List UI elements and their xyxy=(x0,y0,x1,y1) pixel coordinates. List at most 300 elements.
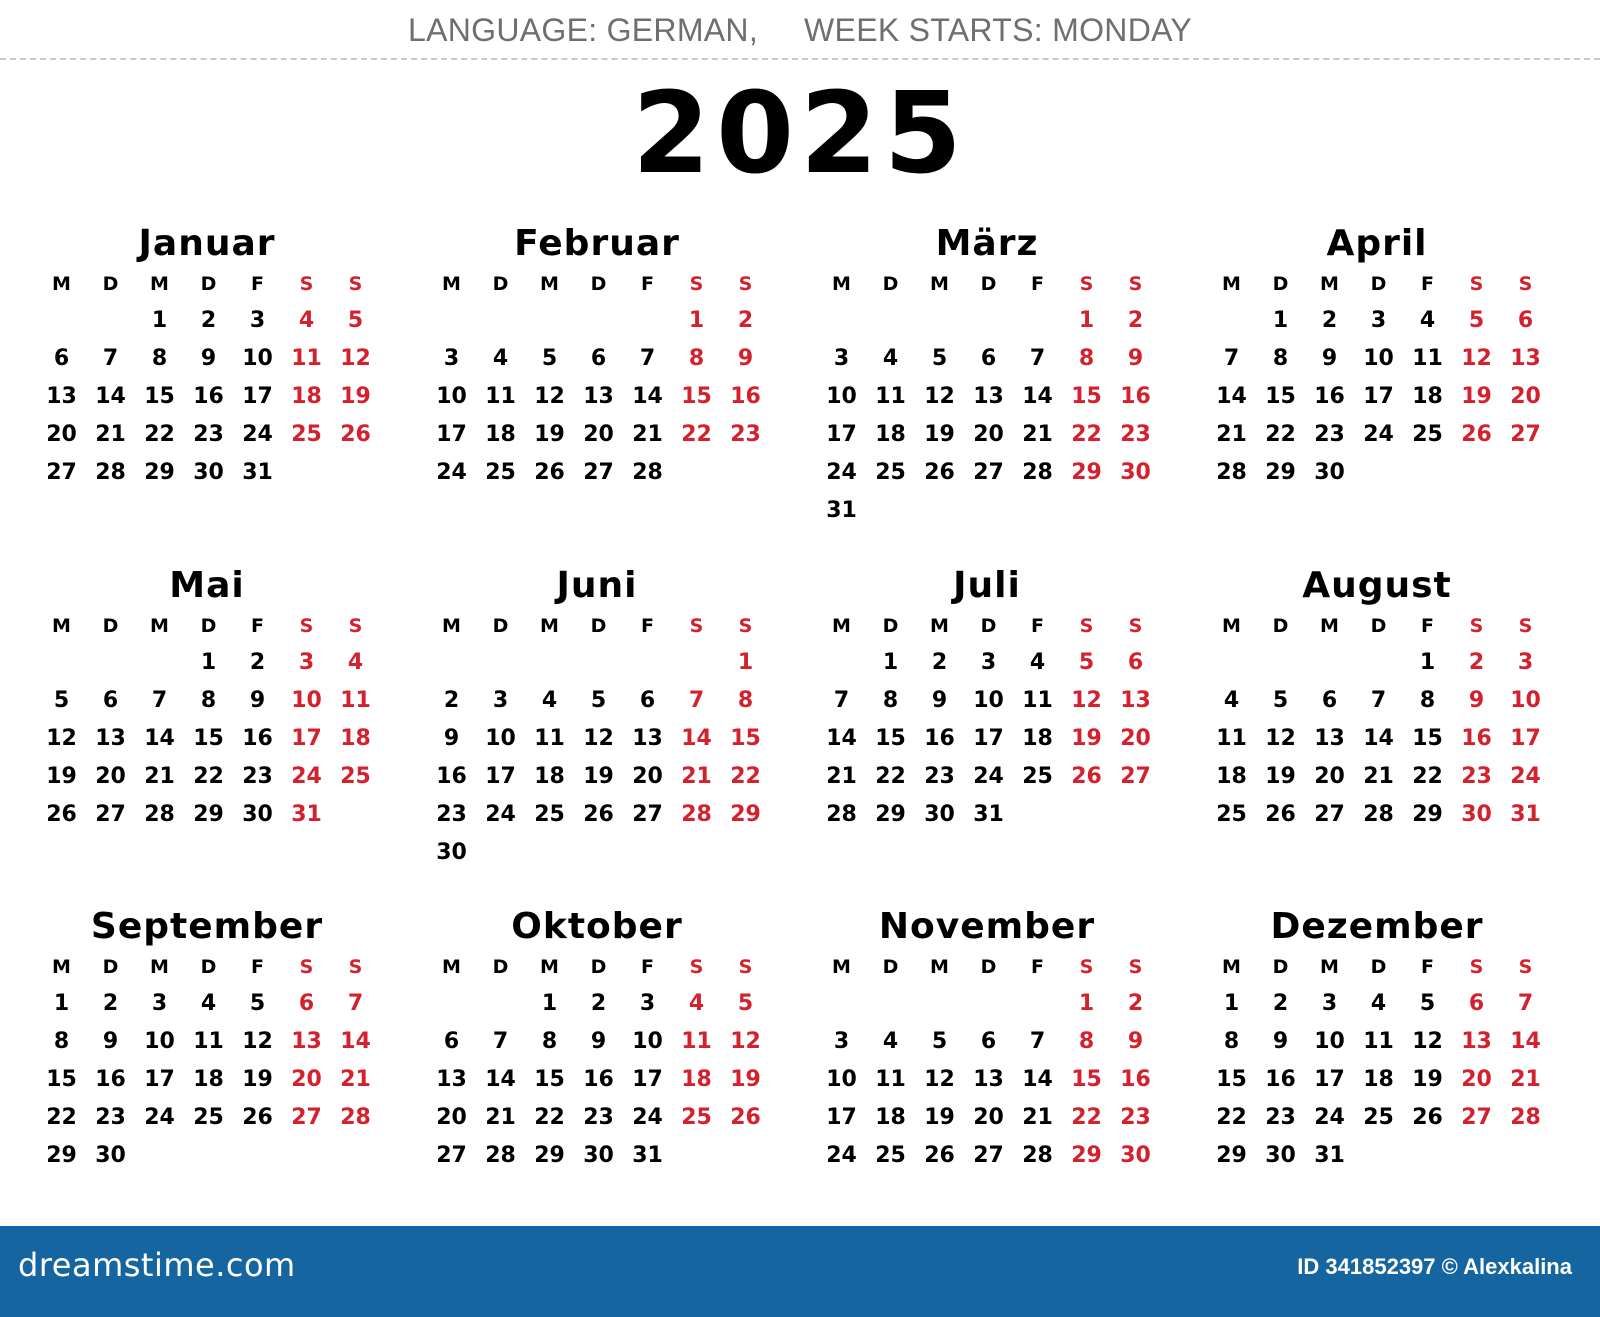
weekday-header: D xyxy=(1370,273,1387,295)
day-cell: 13 xyxy=(1461,1029,1492,1054)
week-start-label: WEEK STARTS: MONDAY xyxy=(804,12,1193,48)
weekday-header: M xyxy=(540,956,559,978)
weekday-header: S xyxy=(689,273,704,295)
day-cell: 5 xyxy=(249,991,266,1016)
weekday-header: F xyxy=(1031,615,1044,637)
day-cell: 9 xyxy=(1127,1029,1144,1054)
day-cell: 4 xyxy=(492,346,509,371)
day-cell: 8 xyxy=(1078,1029,1095,1054)
day-cell: 16 xyxy=(95,1067,126,1092)
day-cell: 10 xyxy=(242,346,273,371)
day-cell: 16 xyxy=(924,726,955,751)
day-cell: 21 xyxy=(1022,1105,1053,1130)
day-cell: 22 xyxy=(1265,422,1296,447)
day-cell: 17 xyxy=(632,1067,663,1092)
day-cell: 8 xyxy=(53,1029,70,1054)
weekday-header: D xyxy=(1370,615,1387,637)
weekday-header: S xyxy=(1128,615,1143,637)
day-cell: 20 xyxy=(291,1067,322,1092)
day-cell: 10 xyxy=(826,384,857,409)
month-august xyxy=(1207,564,1547,884)
day-cell: 4 xyxy=(1223,688,1240,713)
day-cell: 1 xyxy=(688,308,705,333)
weekday-header: D xyxy=(492,273,509,295)
day-cell: 17 xyxy=(1314,1067,1345,1092)
day-cell: 7 xyxy=(347,991,364,1016)
day-cell: 29 xyxy=(1071,460,1102,485)
weekday-header: D xyxy=(1370,956,1387,978)
day-cell: 27 xyxy=(583,460,614,485)
day-cell: 1 xyxy=(737,650,754,675)
day-cell: 4 xyxy=(541,688,558,713)
day-cell: 28 xyxy=(826,802,857,827)
day-cell: 13 xyxy=(291,1029,322,1054)
day-cell: 14 xyxy=(1022,384,1053,409)
day-cell: 16 xyxy=(193,384,224,409)
day-cell: 18 xyxy=(485,422,516,447)
day-cell: 27 xyxy=(46,460,77,485)
day-cell: 2 xyxy=(102,991,119,1016)
day-cell: 21 xyxy=(340,1067,371,1092)
day-cell: 2 xyxy=(1321,308,1338,333)
day-cell: 18 xyxy=(681,1067,712,1092)
day-cell: 12 xyxy=(46,726,77,751)
weekday-header: F xyxy=(1421,956,1434,978)
day-cell: 24 xyxy=(242,422,273,447)
day-cell: 18 xyxy=(875,1105,906,1130)
day-cell: 9 xyxy=(1272,1029,1289,1054)
weekday-header: S xyxy=(1079,956,1094,978)
day-cell: 14 xyxy=(826,726,857,751)
day-cell: 18 xyxy=(1216,764,1247,789)
day-cell: 17 xyxy=(973,726,1004,751)
month-name: Dezember xyxy=(1270,906,1484,947)
weekday-header: S xyxy=(348,956,363,978)
day-cell: 8 xyxy=(1223,1029,1240,1054)
day-cell: 21 xyxy=(485,1105,516,1130)
day-cell: 24 xyxy=(291,764,322,789)
day-cell: 25 xyxy=(875,460,906,485)
day-cell: 1 xyxy=(541,991,558,1016)
day-cell: 7 xyxy=(151,688,168,713)
day-cell: 20 xyxy=(1461,1067,1492,1092)
day-cell: 15 xyxy=(193,726,224,751)
weekday-header: S xyxy=(299,615,314,637)
day-cell: 5 xyxy=(931,346,948,371)
day-cell: 14 xyxy=(1216,384,1247,409)
day-cell: 20 xyxy=(46,422,77,447)
day-cell: 19 xyxy=(340,384,371,409)
day-cell: 7 xyxy=(1223,346,1240,371)
weekday-header: F xyxy=(251,615,264,637)
day-cell: 2 xyxy=(931,650,948,675)
month-name: Mai xyxy=(169,565,245,606)
day-cell: 23 xyxy=(730,422,761,447)
day-cell: 5 xyxy=(931,1029,948,1054)
day-cell: 25 xyxy=(1216,802,1247,827)
day-cell: 26 xyxy=(1071,764,1102,789)
day-cell: 21 xyxy=(1363,764,1394,789)
day-cell: 13 xyxy=(583,384,614,409)
day-cell: 9 xyxy=(1127,346,1144,371)
day-cell: 12 xyxy=(924,384,955,409)
weekday-header: M xyxy=(1320,956,1339,978)
day-cell: 9 xyxy=(931,688,948,713)
weekday-header: M xyxy=(832,273,851,295)
day-cell: 23 xyxy=(436,802,467,827)
weekday-header: S xyxy=(689,615,704,637)
day-cell: 3 xyxy=(249,308,266,333)
weekday-header: D xyxy=(882,615,899,637)
day-cell: 22 xyxy=(144,422,175,447)
day-cell: 12 xyxy=(1071,688,1102,713)
weekday-header: M xyxy=(52,956,71,978)
day-cell: 9 xyxy=(443,726,460,751)
day-cell: 26 xyxy=(583,802,614,827)
day-cell: 10 xyxy=(144,1029,175,1054)
day-cell: 26 xyxy=(1461,422,1492,447)
day-cell: 8 xyxy=(541,1029,558,1054)
day-cell: 7 xyxy=(833,688,850,713)
month-name: Juni xyxy=(556,565,638,606)
day-cell: 27 xyxy=(1461,1105,1492,1130)
day-cell: 27 xyxy=(436,1143,467,1168)
month-name: Oktober xyxy=(511,906,683,947)
day-cell: 26 xyxy=(730,1105,761,1130)
day-cell: 11 xyxy=(1363,1029,1394,1054)
day-cell: 27 xyxy=(95,802,126,827)
day-cell: 20 xyxy=(632,764,663,789)
day-cell: 24 xyxy=(826,460,857,485)
day-cell: 28 xyxy=(1216,460,1247,485)
weekday-header: F xyxy=(641,273,654,295)
day-cell: 8 xyxy=(737,688,754,713)
day-cell: 11 xyxy=(1216,726,1247,751)
day-cell: 5 xyxy=(737,991,754,1016)
weekday-header: S xyxy=(1469,615,1484,637)
month-name: August xyxy=(1302,565,1452,606)
day-cell: 1 xyxy=(882,650,899,675)
month-märz xyxy=(817,222,1157,542)
month-name: April xyxy=(1326,223,1428,264)
day-cell: 2 xyxy=(1127,991,1144,1016)
day-cell: 5 xyxy=(590,688,607,713)
day-cell: 11 xyxy=(1412,346,1443,371)
weekday-header: D xyxy=(492,615,509,637)
day-cell: 3 xyxy=(833,1029,850,1054)
day-cell: 19 xyxy=(1461,384,1492,409)
day-cell: 6 xyxy=(980,1029,997,1054)
day-cell: 26 xyxy=(1265,802,1296,827)
day-cell: 20 xyxy=(583,422,614,447)
day-cell: 11 xyxy=(1022,688,1053,713)
day-cell: 3 xyxy=(639,991,656,1016)
day-cell: 6 xyxy=(980,346,997,371)
day-cell: 10 xyxy=(436,384,467,409)
day-cell: 26 xyxy=(534,460,565,485)
weekday-header: M xyxy=(150,273,169,295)
weekday-header: S xyxy=(1079,615,1094,637)
day-cell: 24 xyxy=(485,802,516,827)
day-cell: 21 xyxy=(681,764,712,789)
day-cell: 16 xyxy=(436,764,467,789)
month-februar xyxy=(427,222,767,542)
day-cell: 19 xyxy=(1071,726,1102,751)
day-cell: 13 xyxy=(632,726,663,751)
day-cell: 28 xyxy=(144,802,175,827)
day-cell: 15 xyxy=(730,726,761,751)
day-cell: 21 xyxy=(1022,422,1053,447)
day-cell: 5 xyxy=(1419,991,1436,1016)
day-cell: 14 xyxy=(485,1067,516,1092)
day-cell: 10 xyxy=(485,726,516,751)
weekday-header: M xyxy=(442,615,461,637)
weekday-header: F xyxy=(1031,273,1044,295)
day-cell: 2 xyxy=(737,308,754,333)
day-cell: 5 xyxy=(347,308,364,333)
day-cell: 17 xyxy=(485,764,516,789)
day-cell: 24 xyxy=(826,1143,857,1168)
weekday-header: S xyxy=(1518,273,1533,295)
month-name: November xyxy=(878,906,1096,947)
day-cell: 29 xyxy=(730,802,761,827)
day-cell: 19 xyxy=(924,422,955,447)
weekday-header: M xyxy=(150,956,169,978)
day-cell: 14 xyxy=(340,1029,371,1054)
day-cell: 28 xyxy=(340,1105,371,1130)
month-dezember xyxy=(1207,905,1547,1225)
weekday-header: M xyxy=(930,273,949,295)
day-cell: 29 xyxy=(144,460,175,485)
day-cell: 22 xyxy=(730,764,761,789)
day-cell: 15 xyxy=(875,726,906,751)
day-cell: 29 xyxy=(534,1143,565,1168)
day-cell: 16 xyxy=(730,384,761,409)
day-cell: 6 xyxy=(1468,991,1485,1016)
day-cell: 8 xyxy=(1272,346,1289,371)
day-cell: 11 xyxy=(485,384,516,409)
day-cell: 23 xyxy=(1120,422,1151,447)
day-cell: 19 xyxy=(1265,764,1296,789)
day-cell: 18 xyxy=(193,1067,224,1092)
day-cell: 3 xyxy=(298,650,315,675)
day-cell: 9 xyxy=(590,1029,607,1054)
day-cell: 4 xyxy=(882,346,899,371)
day-cell: 27 xyxy=(1510,422,1541,447)
day-cell: 6 xyxy=(590,346,607,371)
day-cell: 3 xyxy=(1321,991,1338,1016)
day-cell: 24 xyxy=(144,1105,175,1130)
day-cell: 31 xyxy=(1510,802,1541,827)
day-cell: 11 xyxy=(193,1029,224,1054)
day-cell: 7 xyxy=(639,346,656,371)
day-cell: 24 xyxy=(1314,1105,1345,1130)
day-cell: 24 xyxy=(1510,764,1541,789)
day-cell: 5 xyxy=(1468,308,1485,333)
weekday-header: F xyxy=(251,273,264,295)
day-cell: 22 xyxy=(681,422,712,447)
day-cell: 31 xyxy=(1314,1143,1345,1168)
day-cell: 2 xyxy=(1468,650,1485,675)
month-name: Januar xyxy=(138,223,276,264)
weekday-header: S xyxy=(299,273,314,295)
day-cell: 22 xyxy=(46,1105,77,1130)
weekday-header: D xyxy=(102,615,119,637)
day-cell: 4 xyxy=(1419,308,1436,333)
weekday-header: D xyxy=(590,273,607,295)
weekday-header: S xyxy=(299,956,314,978)
day-cell: 2 xyxy=(443,688,460,713)
day-cell: 28 xyxy=(1022,460,1053,485)
day-cell: 26 xyxy=(1412,1105,1443,1130)
day-cell: 1 xyxy=(1078,991,1095,1016)
day-cell: 10 xyxy=(632,1029,663,1054)
day-cell: 3 xyxy=(443,346,460,371)
day-cell: 5 xyxy=(1078,650,1095,675)
day-cell: 6 xyxy=(53,346,70,371)
day-cell: 25 xyxy=(534,802,565,827)
day-cell: 19 xyxy=(534,422,565,447)
day-cell: 23 xyxy=(1461,764,1492,789)
day-cell: 12 xyxy=(1461,346,1492,371)
day-cell: 20 xyxy=(1510,384,1541,409)
weekday-header: M xyxy=(150,615,169,637)
weekday-header: M xyxy=(540,273,559,295)
month-name: Februar xyxy=(514,223,680,264)
day-cell: 30 xyxy=(1461,802,1492,827)
day-cell: 30 xyxy=(924,802,955,827)
day-cell: 30 xyxy=(436,840,467,865)
day-cell: 21 xyxy=(95,422,126,447)
weekday-header: M xyxy=(1222,273,1241,295)
day-cell: 31 xyxy=(826,498,857,523)
day-cell: 25 xyxy=(291,422,322,447)
weekday-header: D xyxy=(590,615,607,637)
image-credit: ID 341852397 © Alexkalina xyxy=(1297,1254,1572,1279)
day-cell: 12 xyxy=(583,726,614,751)
day-cell: 27 xyxy=(632,802,663,827)
language-label: LANGUAGE: GERMAN, xyxy=(407,12,759,48)
day-cell: 16 xyxy=(583,1067,614,1092)
day-cell: 21 xyxy=(1510,1067,1541,1092)
day-cell: 3 xyxy=(1370,308,1387,333)
day-cell: 2 xyxy=(1272,991,1289,1016)
month-name: September xyxy=(90,906,324,947)
day-cell: 20 xyxy=(1314,764,1345,789)
weekday-header: D xyxy=(882,956,899,978)
day-cell: 6 xyxy=(443,1029,460,1054)
day-cell: 4 xyxy=(688,991,705,1016)
day-cell: 13 xyxy=(973,1067,1004,1092)
day-cell: 3 xyxy=(1517,650,1534,675)
day-cell: 28 xyxy=(1022,1143,1053,1168)
day-cell: 3 xyxy=(980,650,997,675)
day-cell: 20 xyxy=(95,764,126,789)
day-cell: 2 xyxy=(590,991,607,1016)
weekday-header: S xyxy=(738,615,753,637)
footer-bar xyxy=(0,1226,1600,1317)
day-cell: 27 xyxy=(973,1143,1004,1168)
day-cell: 13 xyxy=(1510,346,1541,371)
day-cell: 26 xyxy=(924,1143,955,1168)
day-cell: 3 xyxy=(833,346,850,371)
weekday-header: D xyxy=(102,273,119,295)
weekday-header: D xyxy=(980,956,997,978)
day-cell: 8 xyxy=(1419,688,1436,713)
day-cell: 17 xyxy=(144,1067,175,1092)
day-cell: 8 xyxy=(1078,346,1095,371)
day-cell: 17 xyxy=(242,384,273,409)
day-cell: 18 xyxy=(291,384,322,409)
day-cell: 1 xyxy=(1419,650,1436,675)
day-cell: 14 xyxy=(1510,1029,1541,1054)
day-cell: 15 xyxy=(46,1067,77,1092)
day-cell: 23 xyxy=(924,764,955,789)
day-cell: 26 xyxy=(242,1105,273,1130)
day-cell: 16 xyxy=(242,726,273,751)
day-cell: 23 xyxy=(1265,1105,1296,1130)
day-cell: 26 xyxy=(924,460,955,485)
day-cell: 6 xyxy=(1517,308,1534,333)
weekday-header: D xyxy=(980,615,997,637)
weekday-header: M xyxy=(442,956,461,978)
day-cell: 16 xyxy=(1461,726,1492,751)
day-cell: 4 xyxy=(882,1029,899,1054)
day-cell: 28 xyxy=(681,802,712,827)
day-cell: 1 xyxy=(1223,991,1240,1016)
day-cell: 15 xyxy=(1071,384,1102,409)
day-cell: 17 xyxy=(826,1105,857,1130)
day-cell: 11 xyxy=(875,1067,906,1092)
day-cell: 30 xyxy=(95,1143,126,1168)
day-cell: 17 xyxy=(826,422,857,447)
weekday-header: S xyxy=(738,273,753,295)
day-cell: 15 xyxy=(1265,384,1296,409)
day-cell: 25 xyxy=(193,1105,224,1130)
day-cell: 16 xyxy=(1120,1067,1151,1092)
weekday-header: D xyxy=(980,273,997,295)
day-cell: 23 xyxy=(193,422,224,447)
day-cell: 22 xyxy=(1071,422,1102,447)
weekday-header: S xyxy=(1079,273,1094,295)
day-cell: 4 xyxy=(347,650,364,675)
day-cell: 22 xyxy=(1216,1105,1247,1130)
weekday-header: F xyxy=(1421,273,1434,295)
day-cell: 19 xyxy=(46,764,77,789)
day-cell: 7 xyxy=(1029,346,1046,371)
day-cell: 7 xyxy=(1029,1029,1046,1054)
month-september xyxy=(37,905,377,1225)
day-cell: 18 xyxy=(340,726,371,751)
day-cell: 24 xyxy=(436,460,467,485)
weekday-header: S xyxy=(1518,615,1533,637)
day-cell: 6 xyxy=(298,991,315,1016)
day-cell: 8 xyxy=(688,346,705,371)
weekday-header: D xyxy=(590,956,607,978)
day-cell: 12 xyxy=(534,384,565,409)
day-cell: 5 xyxy=(1272,688,1289,713)
day-cell: 20 xyxy=(1120,726,1151,751)
month-name: März xyxy=(935,223,1039,264)
weekday-header: D xyxy=(1272,956,1289,978)
day-cell: 6 xyxy=(1127,650,1144,675)
day-cell: 25 xyxy=(340,764,371,789)
day-cell: 30 xyxy=(1314,460,1345,485)
day-cell: 30 xyxy=(193,460,224,485)
day-cell: 6 xyxy=(639,688,656,713)
day-cell: 28 xyxy=(95,460,126,485)
day-cell: 29 xyxy=(1071,1143,1102,1168)
